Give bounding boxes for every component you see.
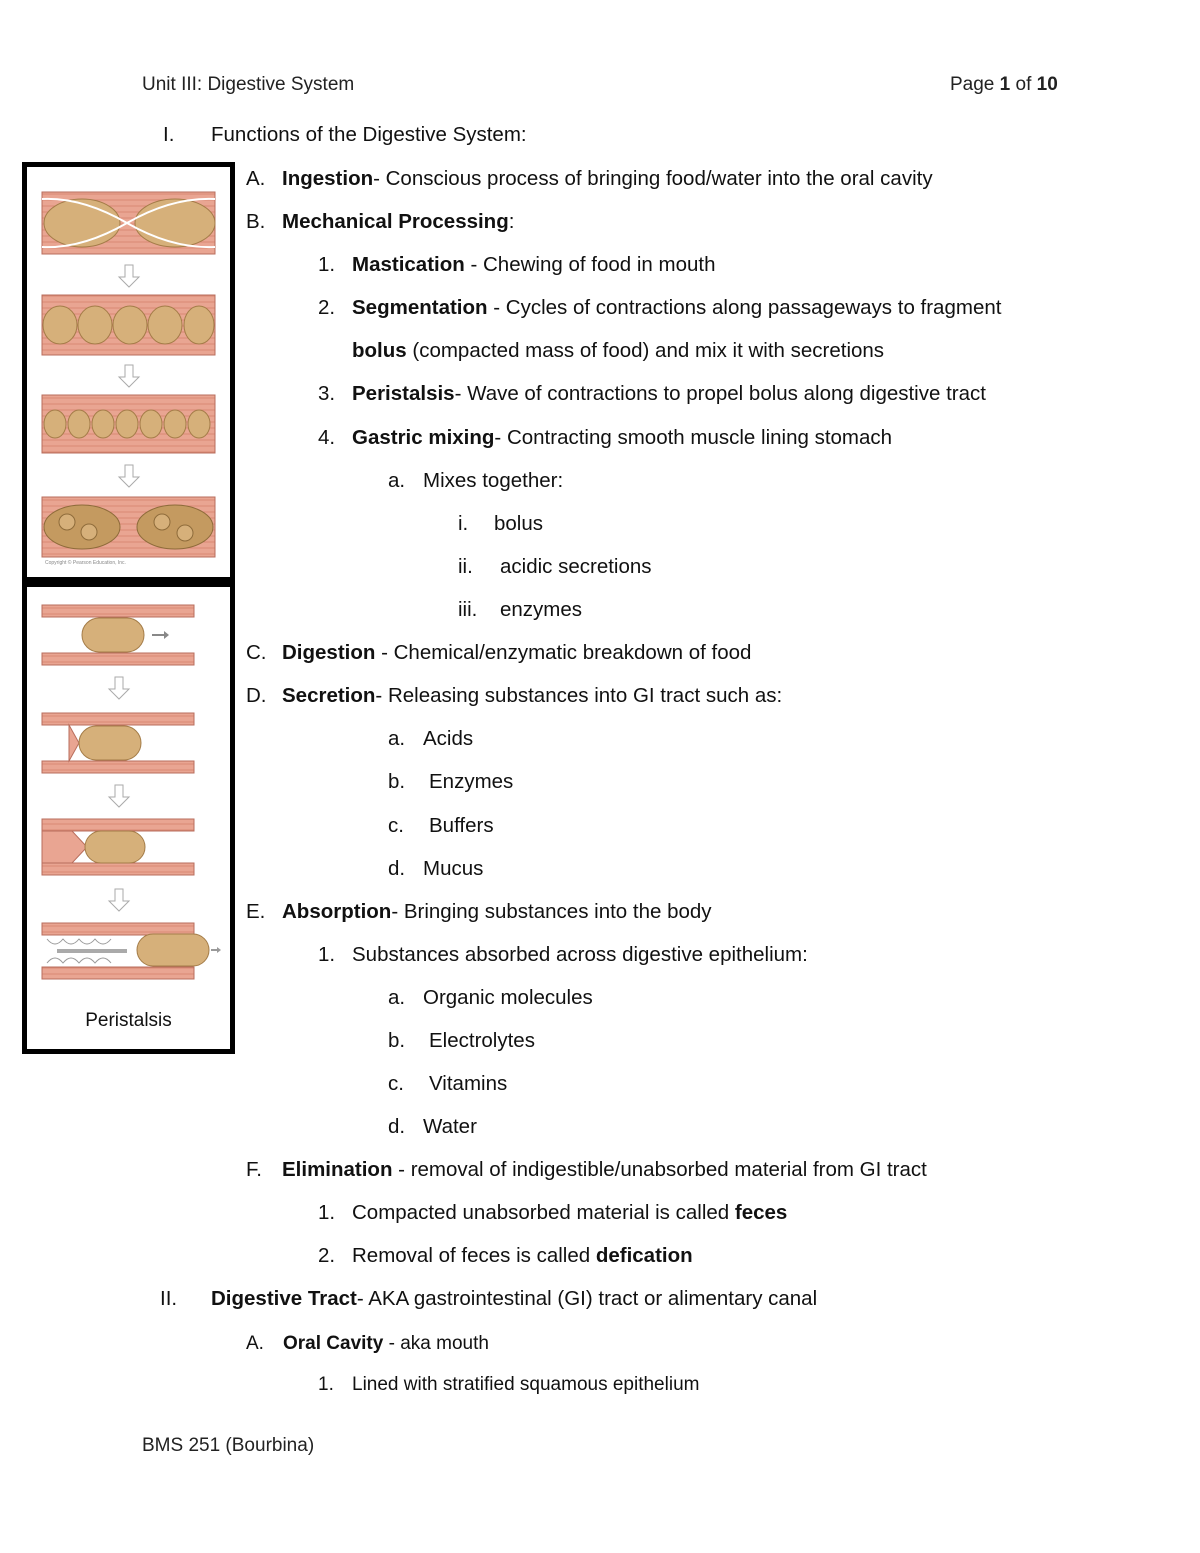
image-credit: Copyright © Pearson Education, Inc. (45, 560, 126, 566)
down-arrow-icon (109, 889, 129, 911)
peristalsis-panel-4 (42, 923, 221, 979)
segmentation-panel-1 (42, 192, 215, 254)
peristalsis-panel-1 (42, 605, 194, 665)
down-arrow-icon (119, 465, 139, 487)
segmentation-panel-4 (42, 497, 215, 557)
down-arrow-icon (119, 265, 139, 287)
peristalsis-panel-3 (42, 819, 194, 875)
down-arrow-icon (119, 365, 139, 387)
peristalsis-illustration (27, 587, 230, 1049)
segmentation-illustration (27, 167, 230, 577)
down-arrow-icon (109, 785, 129, 807)
running-header: Unit III: Digestive System (142, 74, 355, 95)
page-number: Page 1 of 10 (950, 74, 1058, 95)
running-footer: BMS 251 (Bourbina) (142, 1435, 315, 1456)
segmentation-panel-2 (42, 295, 215, 355)
peristalsis-panel-2 (42, 713, 194, 773)
segmentation-figure (22, 162, 235, 582)
down-arrow-icon (109, 677, 129, 699)
peristalsis-figure (22, 582, 235, 1054)
figure-caption: Peristalsis (85, 1010, 172, 1031)
segmentation-panel-3 (42, 395, 215, 453)
